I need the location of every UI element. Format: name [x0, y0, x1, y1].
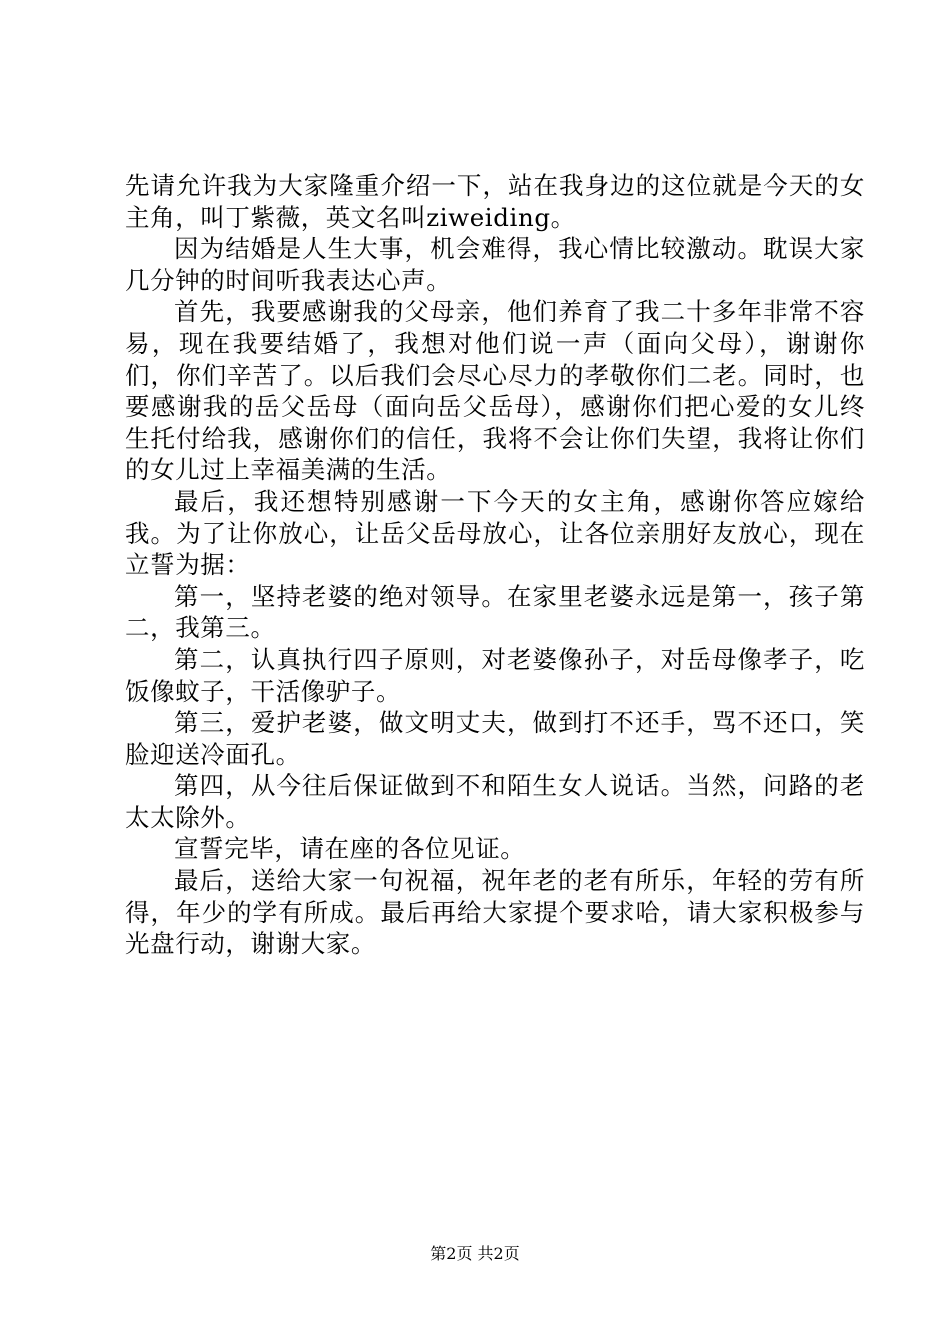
paragraph-excitement: 因为结婚是人生大事，机会难得，我心情比较激动。耽误大家几分钟的时间听我表达心声。 [125, 234, 865, 295]
paragraph-thanks-bride: 最后，我还想特别感谢一下今天的女主角，感谢你答应嫁给我。为了让你放心，让岳父岳母放心，让各位亲朋好友放心，现在立誓为据： [125, 486, 865, 580]
page-number-footer: 第2页 共2页 [430, 1244, 520, 1263]
paragraph-vow-complete: 宣誓完毕，请在座的各位见证。 [174, 834, 526, 864]
document-body [125, 170, 865, 960]
paragraph-vow-two: 第二，认真执行四子原则，对老婆像孙子，对岳母像孝子，吃饭像蚊子，干活像驴子。 [125, 644, 865, 706]
paragraph-vow-three: 第三，爱护老婆，做文明丈夫，做到打不还手，骂不还口，笑脸迎送冷面孔。 [125, 708, 865, 769]
paragraph-introduction: 先请允许我为大家隆重介绍一下，站在我身边的这位就是今天的女主角，叫丁紫薇，英文名叫ziweiding。 [125, 171, 865, 232]
paragraph-vow-four: 第四，从今往后保证做到不和陌生女人说话。当然，问路的老太太除外。 [125, 771, 865, 832]
paragraph-closing-blessing: 最后，送给大家一句祝福，祝年老的老有所乐，年轻的劳有所得，年少的学有所成。最后再给大家提个要求哈，请大家积极参与光盘行动，谢谢大家。 [125, 866, 865, 959]
paragraph-vow-one: 第一，坚持老婆的绝对领导。在家里老婆永远是第一，孩子第二，我第三。 [125, 581, 865, 643]
paragraph-thanks-parents: 首先，我要感谢我的父母亲，他们养育了我二十多年非常不容易，现在我要结婚了，我想对他们说一声（面向父母），谢谢你们，你们辛苦了。以后我们会尽心尽力的孝敬你们二老。同时，也要感谢我的岳父岳母（面向岳父岳母），感谢你们把心爱的女儿终生托付给我，感谢你们的信任，我将不会让你们失望，我将让你们的女儿过上幸福美满的生活。 [125, 297, 865, 485]
